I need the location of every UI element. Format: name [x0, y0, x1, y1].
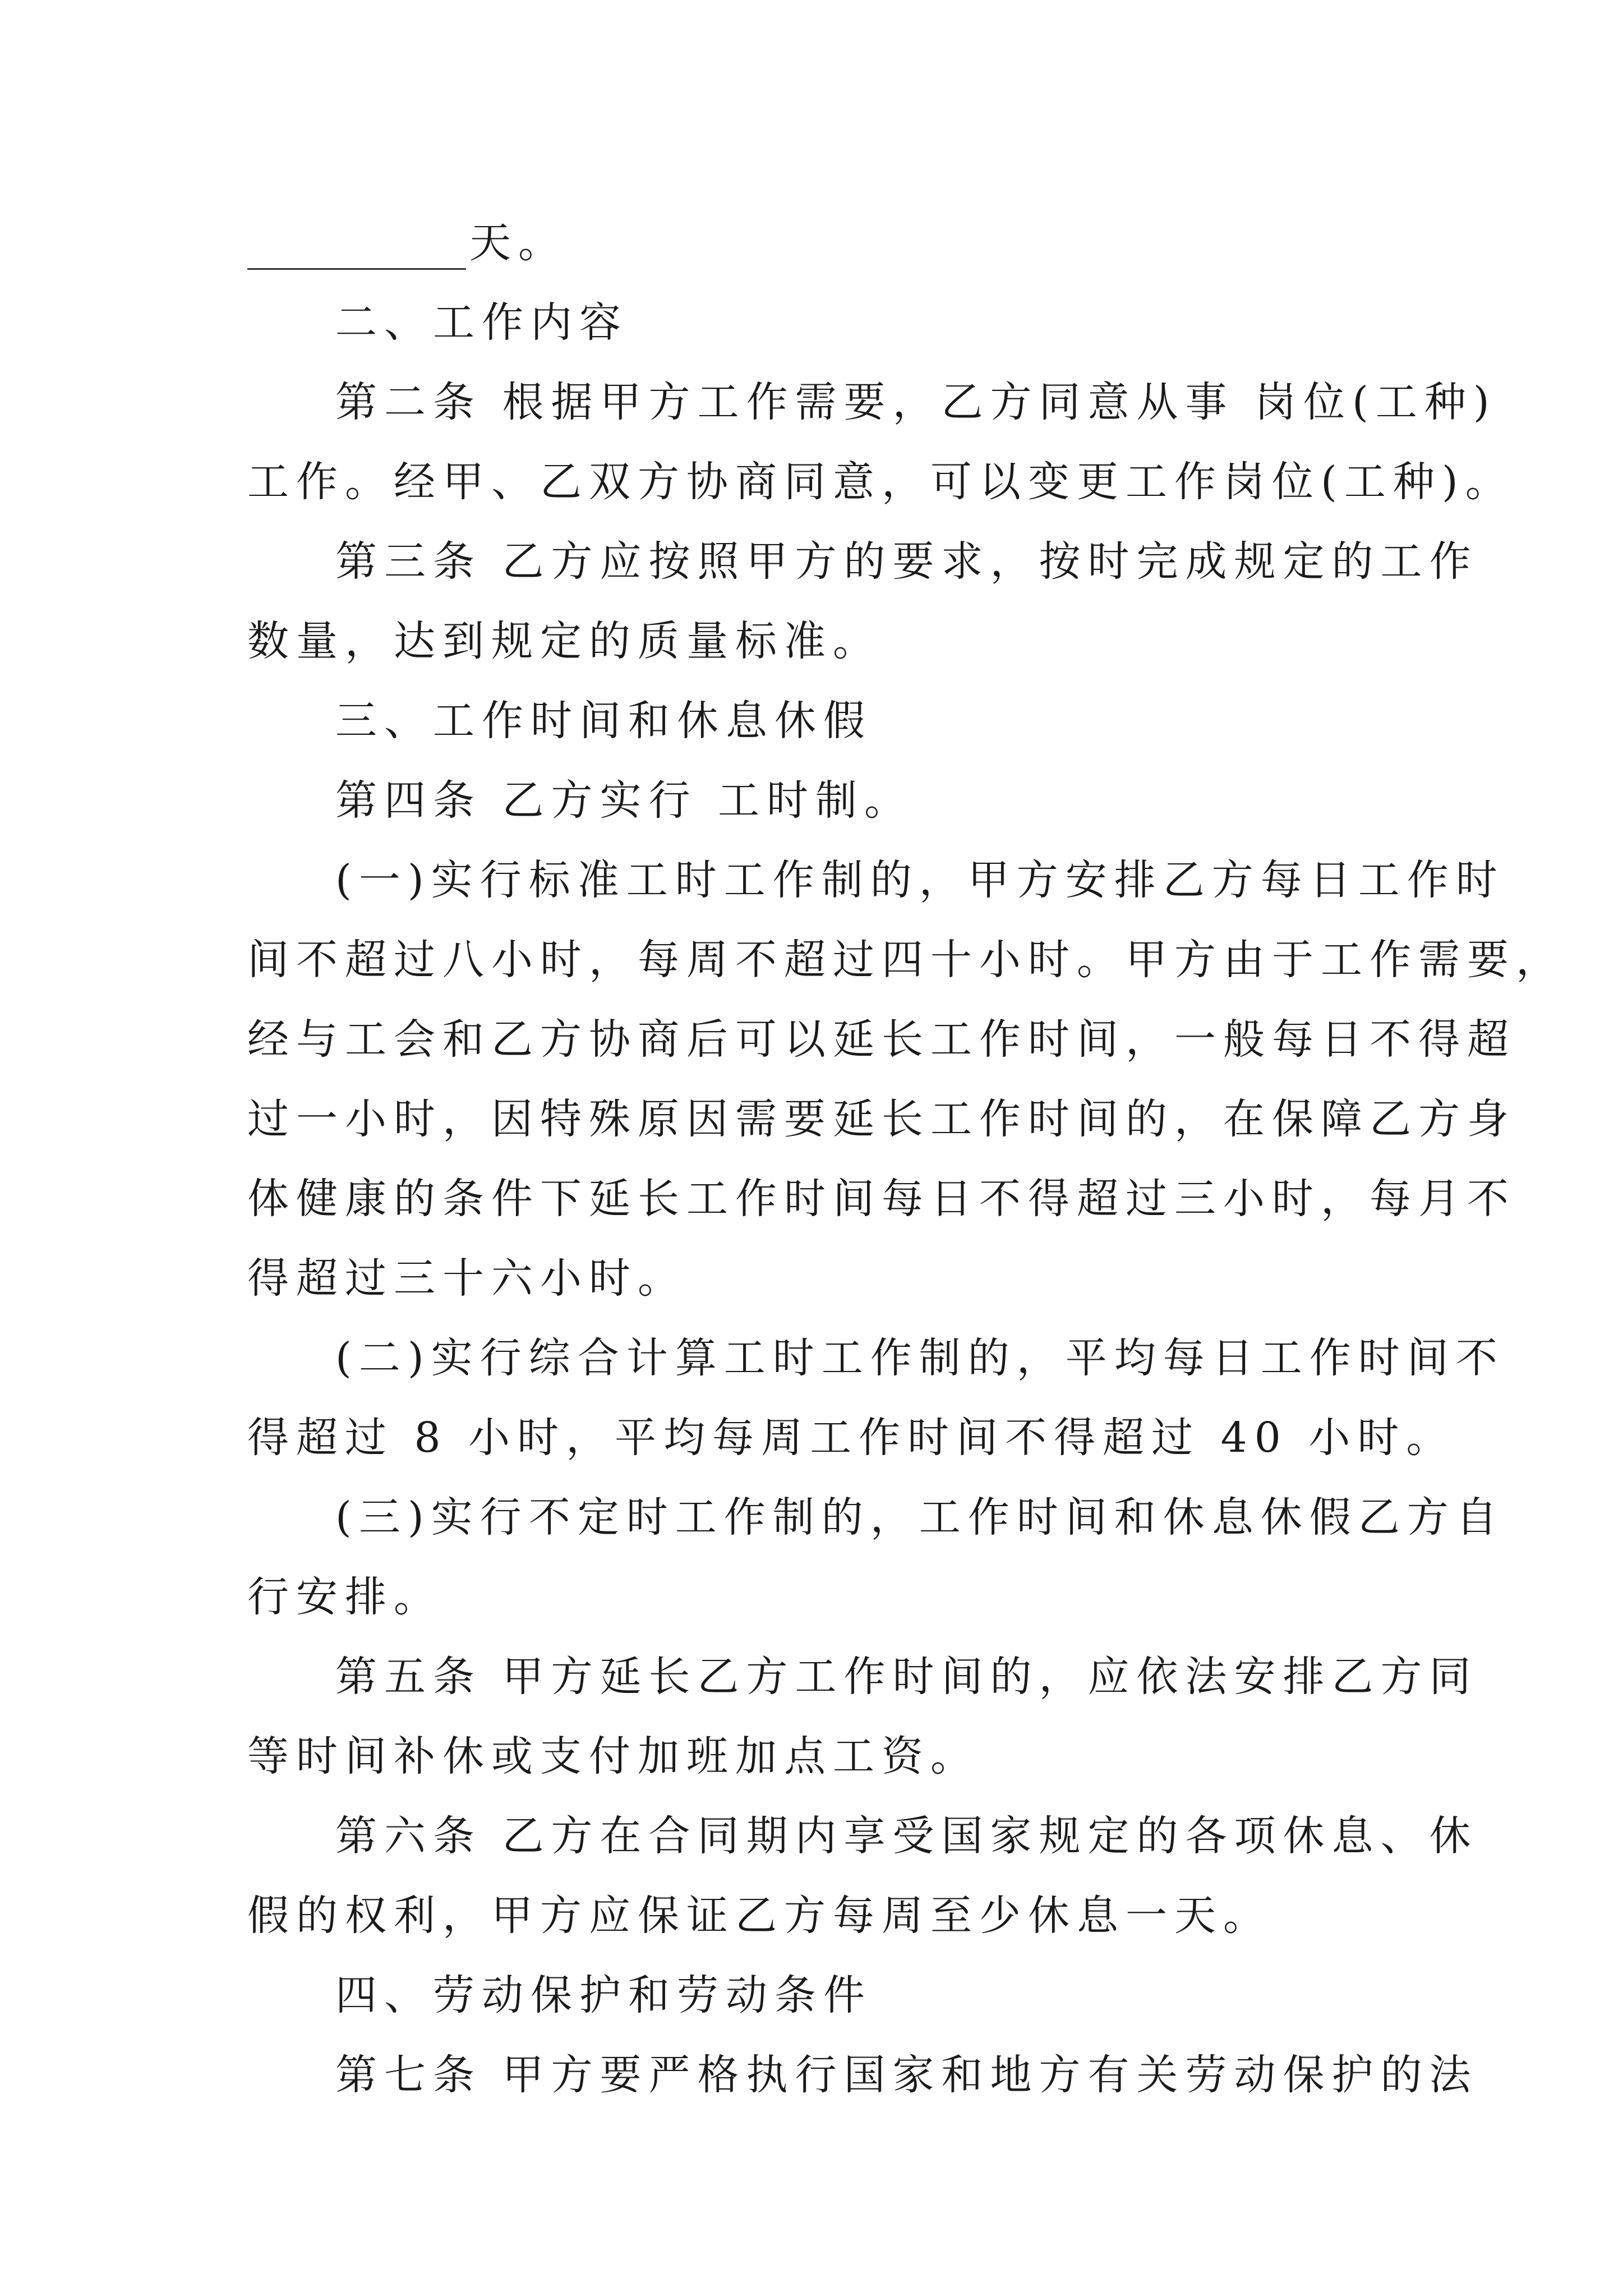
article-6-line-1: 第六条 乙方在合同期内享受国家规定的各项休息、休: [335, 1812, 1478, 1860]
section-heading-work-content: 二、工作内容: [335, 298, 628, 347]
article-3-line-1: 第三条 乙方应按照甲方的要求，按时完成规定的工作: [335, 537, 1478, 586]
article-2-line-2: 工作。经甲、乙双方协商同意，可以变更工作岗位(工种)。: [247, 458, 1514, 506]
article-7-line-1: 第七条 甲方要严格执行国家和地方有关劳动保护的法: [335, 2051, 1478, 2099]
article-3-line-2: 数量，达到规定的质量标准。: [247, 617, 882, 665]
clause-1-line-5: 体健康的条件下延长工作时间每日不得超过三小时，每月不: [247, 1175, 1516, 1223]
clause-3-line-2: 行安排。: [247, 1573, 442, 1621]
clause-2-line-2: 得超过 8 小时，平均每周工作时间不得超过 40 小时。: [247, 1414, 1455, 1462]
clause-1-line-3: 经与工会和乙方协商后可以延长工作时间，一般每日不得超: [247, 1015, 1516, 1064]
clause-1-line-2: 间不超过八小时，每周不超过四十小时。甲方由于工作需要，: [247, 936, 1565, 984]
clause-1-line-6: 得超过三十六小时。: [247, 1254, 686, 1303]
fill-in-blank: [247, 229, 466, 270]
clause-1-line-1: (一)实行标准工时工作制的，甲方安排乙方每日工作时: [335, 856, 1505, 904]
clause-1-line-4: 过一小时，因特殊原因需要延长工作时间的，在保障乙方身: [247, 1095, 1516, 1143]
text-line-1: 天。: [247, 216, 567, 270]
section-heading-labor-protection: 四、劳动保护和劳动条件: [335, 1971, 872, 2019]
article-5-line-1: 第五条 甲方延长乙方工作时间的，应依法安排乙方同: [335, 1653, 1478, 1701]
clause-2-line-1: (二)实行综合计算工时工作制的，平均每日工作时间不: [335, 1334, 1505, 1382]
section-heading-work-hours: 三、工作时间和休息休假: [335, 697, 872, 745]
article-4-line-1: 第四条 乙方实行 工时制。: [335, 776, 914, 825]
article-5-line-2: 等时间补休或支付加班加点工资。: [247, 1732, 979, 1780]
article-6-line-2: 假的权利，甲方应保证乙方每周至少休息一天。: [247, 1892, 1272, 1940]
article-2-line-1: 第二条 根据甲方工作需要，乙方同意从事 岗位(工种): [335, 378, 1497, 426]
clause-3-line-1: (三)实行不定时工作制的，工作时间和休息休假乙方自: [335, 1493, 1505, 1542]
